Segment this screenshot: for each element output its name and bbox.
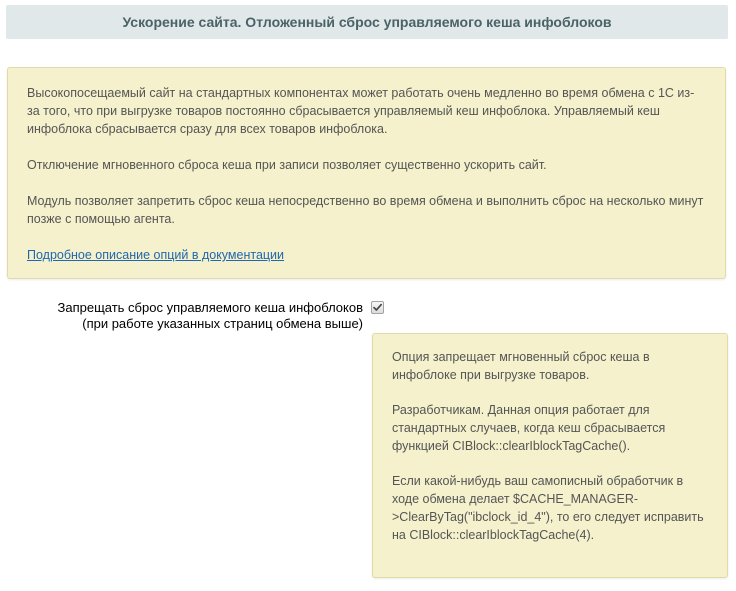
notice-paragraph-3: Модуль позволяет запретить сброс кеша непосредственно во время обмена и выполнить сброс на несколько минут позже с помощью агента.: [27, 194, 704, 226]
option-label: [58, 300, 364, 332]
section-title: Ускорение сайта. Отложенный сброс управляемого кеша инфоблоков: [122, 14, 612, 30]
notice-paragraph-1: Высокопосещаемый сайт на стандартных компонентах может работать очень медленно во время обмена с 1С из-за того, что при выгрузке товаров постоянно сбрасывается управляемый кеш инфоблока. Управляемый кеш инфоблока сбрасывается сразу для всех товаров инфоблока.: [27, 86, 695, 136]
hint-paragraph-3: Если какой-нибудь ваш самописный обработчик в ходе обмена делает $CACHE_MANAGER->ClearByTag("ibclock_id_4"), то его следует исправить на CIBlock::clearIblockTagCache(4).: [392, 474, 704, 542]
option-label-line-2: (при работе указанных страниц обмена выше): [82, 316, 363, 331]
info-notice: [7, 67, 726, 279]
documentation-link[interactable]: Подробное описание опций в документации: [27, 248, 285, 262]
hint-paragraph-1: Опция запрещает мгновенный сброс кеша в инфоблоке при выгрузке товаров.: [392, 350, 650, 382]
notice-paragraph-2: Отключение мгновенного сброса кеша при записи позволяет существенно ускорить сайт.: [27, 158, 547, 172]
option-label-line-1: Запрещать сброс управляемого кеша инфоблоков: [57, 300, 363, 315]
checkmark-icon: [372, 302, 383, 313]
disable-cache-reset-checkbox[interactable]: [371, 301, 384, 314]
option-hint: [372, 333, 728, 578]
section-header: [6, 5, 728, 39]
hint-paragraph-2: Разработчикам. Данная опция работает для стандартных случаев, когда кеш сбрасывается функцией CIBlock::clearIblockTagCache().: [392, 403, 666, 453]
